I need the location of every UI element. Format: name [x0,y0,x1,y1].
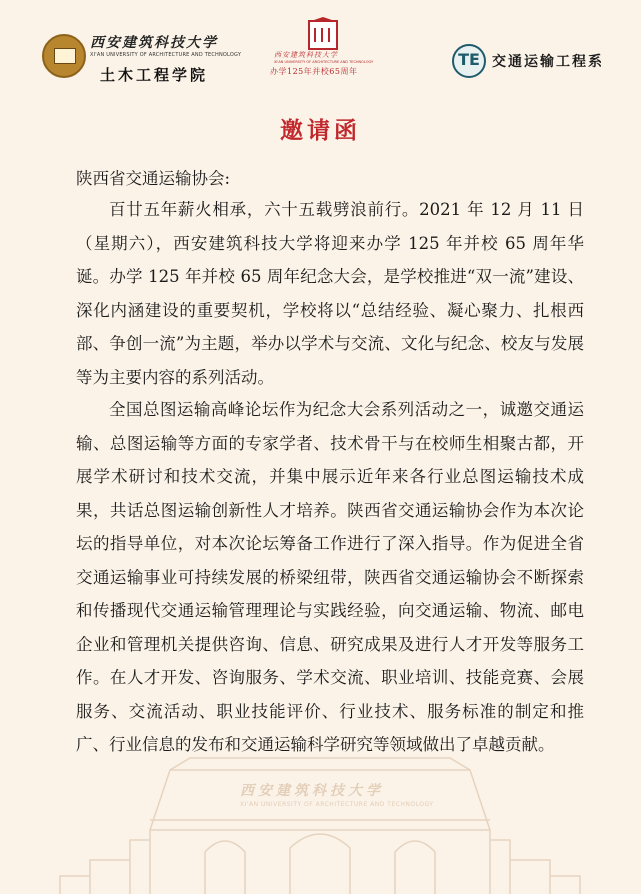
department-emblem-icon [452,44,486,78]
watermark-university-name-en: XI'AN UNIVERSITY OF ARCHITECTURE AND TECHNOLOGY [240,801,434,808]
department-logo [452,44,622,78]
university-college-logo [42,28,242,90]
letter-title: 邀请函 [280,117,361,144]
department-mark: TE [458,50,480,69]
university-seal-icon [42,34,86,78]
anniversary-text: 办学125年并校65周年 [270,67,358,76]
university-name-en: XI'AN UNIVERSITY OF ARCHITECTURE AND TECHNOLOGY [90,52,242,58]
anniversary-emblem-icon [308,20,338,50]
university-name-cn: 西安建筑科技大学 [90,35,218,51]
anniversary-logo [268,20,378,82]
letter-salutation: 陕西省交通运输协会: [76,169,231,188]
department-name: 交通运输工程系 [492,54,604,70]
letterhead [0,0,641,100]
college-name: 土木工程学院 [100,66,209,84]
anniversary-university-name-en: XI'AN UNIVERSITY OF ARCHITECTURE AND TECHNOLOGY [274,60,374,64]
campus-gate-watermark [0,740,641,894]
letter-paragraph-2: 全国总图运输高峰论坛作为纪念大会系列活动之一，诚邀交通运输、总图运输等方面的专家学者、技术骨干与在校师生相聚古都，开展学术研讨和技术交流，并集中展示近年来各行业总图运输技术成果，共话总图运输创新性人才培养。陕西省交通运输协会作为本次论坛的指导单位，对本次论坛筹备工作进行了深入指导。作为促进全省交通运输事业可持续发展的桥梁纽带，陕西省交通运输协会不断探索和传播现代交通运输管理理论与实践经验，向交通运输、物流、邮电企业和管理机关提供咨询、信息、研究成果及进行人才开发等服务工作。在人才开发、咨询服务、学术交流、职业培训、技能竞赛、会展服务、交流活动、职业技能评价、行业技术、服务标准的制定和推广、行业信息的发布和交通运输科学研究等领域做出了卓越贡献。 [76,400,584,754]
campus-gate-illustration [0,740,641,894]
watermark-university-name-cn: 西安建筑科技大学 [240,783,384,799]
letter-paragraph-1: 百廿五年薪火相承，六十五载劈浪前行。2021 年 12 月 11 日（星期六），西安建筑科技大学将迎来办学 125 年并校 65 周年华诞。办学 125 年并校 65 周年纪念大会，是学校推进“双一流”建设、深化内涵建设的重要契机，学校将以“总结经验、凝心聚力、扎根西部、争创一流”为主题，举办以学术与交流、文化与纪念、校友与发展等为主要内容的系列活动。 [76,200,584,387]
anniversary-university-name-cn: 西安建筑科技大学 [274,51,338,59]
